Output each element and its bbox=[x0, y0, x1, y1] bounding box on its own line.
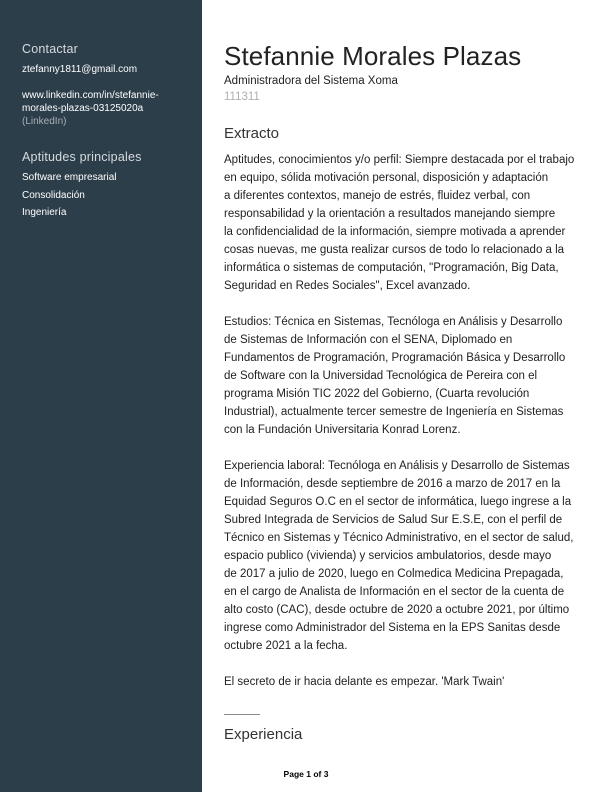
text-line: Subred Integrada de Servicios de Salud Sur E.S.E, con el perfil de bbox=[224, 514, 563, 526]
text-line: alto costo (CAC), desde octubre de 2020 a octubre 2021, por último bbox=[224, 604, 570, 616]
text-line: Aptitudes, conocimientos y/o perfil: Siempre destacada por el trabajo bbox=[224, 154, 575, 166]
text-line: responsabilidad y la orientación a resultados manejando siempre bbox=[224, 208, 556, 220]
skill-item: Ingeniería bbox=[22, 207, 67, 218]
skill-item: Consolidación bbox=[22, 190, 85, 201]
page-number: Page 1 of 3 bbox=[283, 769, 329, 779]
text-line: Técnico en Sistemas y Técnico Administrativo, en el sector de salud, bbox=[224, 532, 574, 544]
text-line: Experiencia laboral: Tecnóloga en Análisis y Desarrollo de Sistemas bbox=[224, 460, 570, 472]
main-content bbox=[224, 0, 596, 792]
text-line: la confidencialidad de la información, siempre motivada a aprender bbox=[224, 226, 566, 238]
contact-heading: Contactar bbox=[22, 42, 78, 56]
summary-quote bbox=[224, 673, 596, 691]
skill-item: Software empresarial bbox=[22, 172, 117, 183]
text-line: de 2017 a julio de 2020, luego en Colmedica Medicina Prepagada, bbox=[224, 568, 564, 580]
linkedin-url-line2: morales-plazas-03125020a bbox=[22, 103, 144, 114]
text-line: Estudios: Técnica en Sistemas, Tecnóloga en Análisis y Desarrollo bbox=[224, 316, 563, 328]
text-line: Fundamentos de Programación, Programación Básica y Desarrollo bbox=[224, 352, 566, 364]
linkedin-label: (LinkedIn) bbox=[22, 116, 67, 127]
skills-heading: Aptitudes principales bbox=[22, 150, 142, 164]
text-line: en el cargo de Analista de Información en el sector de la cuenta de bbox=[224, 586, 565, 598]
text-line: de Información, desde septiembre de 2016 a marzo de 2017 en la bbox=[224, 478, 561, 490]
summary-paragraph-experience bbox=[224, 457, 596, 655]
text-line: El secreto de ir hacia delante es empezar. 'Mark Twain' bbox=[224, 676, 505, 688]
profile-location: 111311 bbox=[224, 91, 260, 103]
sidebar bbox=[0, 0, 202, 792]
section-divider bbox=[224, 714, 260, 715]
summary-paragraph-studies bbox=[224, 313, 596, 439]
text-line: octubre 2021 a la fecha. bbox=[224, 640, 348, 652]
text-line: ingrese como Administrador del Sistema en la EPS Sanitas desde bbox=[224, 622, 561, 634]
summary-paragraph-skills bbox=[224, 151, 596, 295]
profile-headline: Administradora del Sistema Xoma bbox=[224, 75, 398, 87]
text-line: con la Fundación Universitaria Konrad Lorenz. bbox=[224, 424, 461, 436]
text-line: cosas nuevas, me gusta realizar cursos de todo lo relacionado a la bbox=[224, 244, 565, 256]
text-line: de Software con la Universidad Tecnológica de Pereira con el bbox=[224, 370, 538, 382]
text-line: de Sistemas de Información con el SENA, Diplomado en bbox=[224, 334, 513, 346]
summary-title: Extracto bbox=[224, 125, 280, 142]
experience-title: Experiencia bbox=[224, 726, 303, 743]
email-link[interactable]: ztefanny1811@gmail.com bbox=[22, 64, 138, 75]
text-line: espacio publico (vivienda) y servicios ambulatorios, desde mayo bbox=[224, 550, 552, 562]
linkedin-link[interactable] bbox=[22, 89, 159, 128]
text-line: a diferentes contextos, manejo de estrés, fluidez verbal, con bbox=[224, 190, 531, 202]
text-line: Industrial), actualmente tercer semestre de Ingeniería en Sistemas bbox=[224, 406, 564, 418]
linkedin-url-line1: www.linkedin.com/in/stefannie- bbox=[22, 90, 159, 101]
text-line: informática o sistemas de computación, "Programación, Big Data, bbox=[224, 262, 559, 274]
text-line: Seguridad en Redes Sociales", Excel avanzado. bbox=[224, 280, 471, 292]
text-line: Equidad Seguros O.C en el sector de informática, luego ingrese a la bbox=[224, 496, 572, 508]
profile-name: Stefannie Morales Plazas bbox=[224, 41, 522, 71]
text-line: programa Misión TIC 2022 del Gobierno, (Cuarta revolución bbox=[224, 388, 530, 400]
text-line: en equipo, sólida motivación personal, disposición y adaptación bbox=[224, 172, 549, 184]
